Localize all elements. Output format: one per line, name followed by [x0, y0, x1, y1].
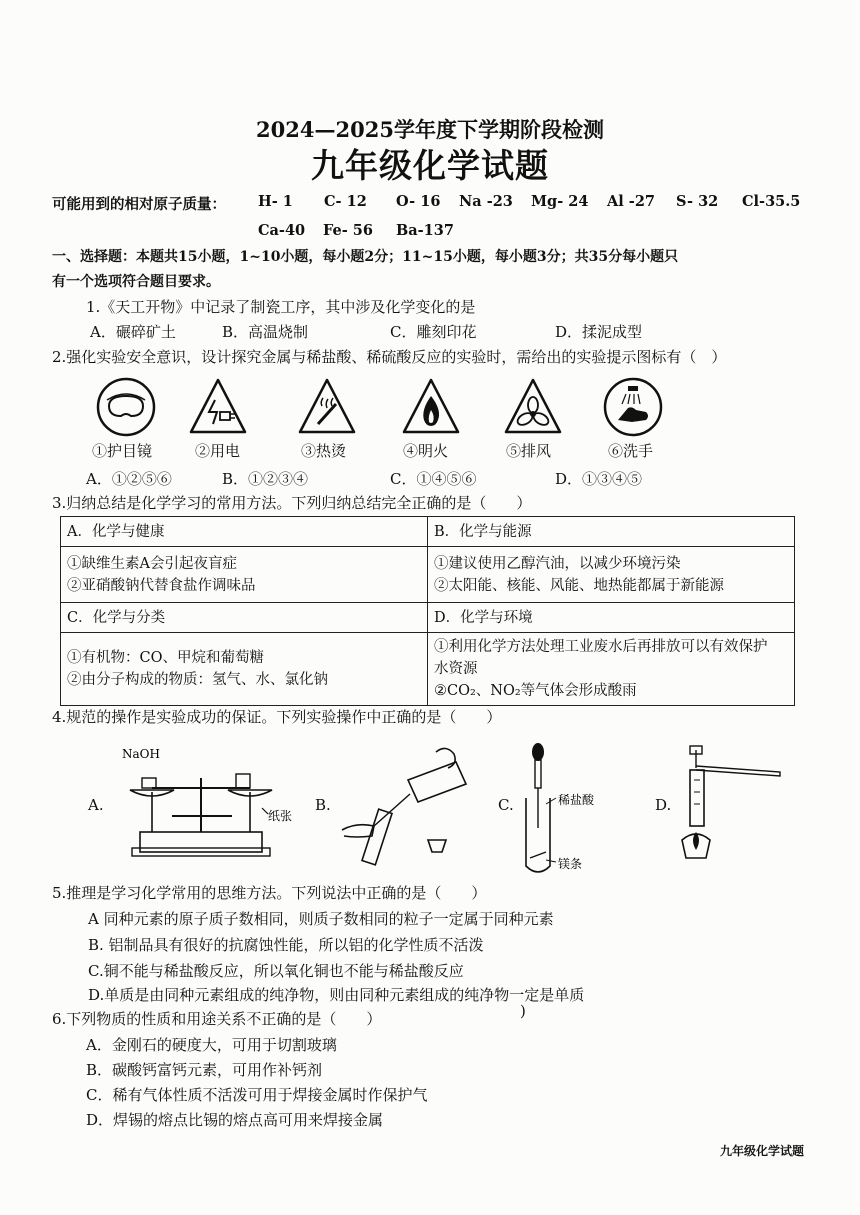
- q4-option-c-letter: C.: [498, 796, 514, 814]
- question-4-stem: 4.规范的操作是实验成功的保证。下列实验操作中正确的是（ ）: [52, 708, 502, 726]
- icon-label-goggles: ①护目镜: [92, 442, 153, 460]
- ventilation-fan-icon: [502, 376, 564, 438]
- q2-option-a: A．①②⑤⑥: [86, 470, 172, 488]
- q3-a-body: [61, 547, 428, 603]
- naoh-label: NaOH: [122, 748, 160, 761]
- q2-option-c: C．①④⑤⑥: [390, 470, 477, 488]
- q6-option-a: A．金刚石的硬度大，可用于切割玻璃: [86, 1036, 337, 1054]
- q3-b-header: B．化学与能源: [428, 517, 795, 547]
- atomic-mass-item: Al -27: [607, 193, 656, 210]
- atomic-mass-item: C- 12: [324, 193, 367, 210]
- balance-scale-figure: [112, 748, 292, 860]
- q3-a-item: ①缺维生素A会引起夜盲症: [67, 555, 237, 572]
- icon-label-wash: ⑥洗手: [608, 442, 654, 460]
- q3-d-item: 水资源: [434, 661, 478, 677]
- page-footer: 九年级化学试题: [719, 1144, 804, 1158]
- q3-c-item: ②由分子构成的物质：氢气、水、氯化钠: [67, 672, 328, 688]
- q5-option-b: B. 铝制品具有很好的抗腐蚀性能，所以铝的化学性质不活泼: [88, 936, 484, 954]
- hcl-label: 稀盐酸: [558, 793, 595, 807]
- atomic-mass-item: H- 1: [258, 193, 293, 210]
- icon-label-hot: ③热烫: [301, 442, 347, 460]
- q4-option-a-letter: A.: [88, 796, 104, 814]
- question-6-stem: 6.下列物质的性质和用途关系不正确的是（ ）: [52, 1010, 382, 1028]
- question-5-stem: 5.推理是学习化学常用的思维方法。下列说法中正确的是（ ）: [52, 884, 487, 902]
- q6-option-b: B．碳酸钙富钙元素，可用作补钙剂: [86, 1061, 323, 1079]
- q5-option-d: D.单质是由同种元素组成的纯净物，则由同种元素组成的纯净物一定是单质: [88, 986, 585, 1004]
- exam-subject-title: 九年级化学试题: [311, 146, 549, 185]
- question-2-stem: 2.强化实验安全意识，设计探究金属与稀盐酸、稀硫酸反应的实验时，需给出的实验提示图标有（ ）: [52, 348, 727, 366]
- dropper-test-tube-figure: [516, 738, 616, 878]
- q1-option-a: A．碾碎矿土: [90, 323, 176, 341]
- q3-summary-table: [60, 516, 795, 706]
- q3-d-item: ①利用化学方法处理工业废水后再排放可以有效保护: [434, 639, 768, 655]
- electricity-icon: [187, 376, 249, 438]
- q3-b-body: [428, 547, 795, 603]
- q3-b-item: ①建议使用乙醇汽油，以减少环境污染: [434, 555, 681, 572]
- q5-option-c: C.铜不能与稀盐酸反应，所以氧化铜也不能与稀盐酸反应: [88, 962, 464, 980]
- q3-d-header: D．化学与环境: [428, 603, 795, 633]
- section-heading: 一、选择题：本题共15小题，1~10小题，每小题2分；11~15小题，每小题3分；共35分每小题只: [52, 249, 679, 265]
- icon-label-ventilation: ⑤排风: [506, 442, 552, 460]
- wash-hands-icon: [602, 376, 664, 438]
- q4-option-b-letter: B.: [315, 796, 331, 814]
- q3-d-item: ②CO₂、NO₂等气体会形成酸雨: [434, 683, 637, 699]
- heating-setup-figure: [676, 740, 786, 870]
- atomic-mass-item: Mg- 24: [531, 193, 589, 210]
- q1-option-d: D．揉泥成型: [555, 323, 643, 341]
- q3-c-header: C．化学与分类: [61, 603, 428, 633]
- mg-label: 镁条: [558, 857, 583, 871]
- hot-surface-icon: [296, 376, 358, 438]
- q3-a-header: A．化学与健康: [61, 517, 428, 547]
- stray-bracket-mark: ): [520, 1002, 526, 1020]
- q3-a-item: ②亚硝酸钠代替食盐作调味品: [67, 577, 256, 594]
- atomic-mass-item: Ba-137: [396, 222, 454, 239]
- q3-b-item: ②太阳能、核能、风能、地热能都属于新能源: [434, 577, 724, 594]
- q1-option-b: B．高温烧制: [222, 323, 309, 341]
- atomic-mass-item: O- 16: [396, 193, 441, 210]
- atomic-mass-item: Fe- 56: [323, 222, 373, 239]
- q1-option-c: C．雕刻印花: [390, 323, 477, 341]
- icon-label-electricity: ②用电: [195, 442, 241, 460]
- q2-option-b: B．①②③④: [222, 470, 309, 488]
- exam-period-title: 2024—2025学年度下学期阶段检测: [256, 117, 604, 142]
- question-1-stem: 1.《天工开物》中记录了制瓷工序，其中涉及化学变化的是: [86, 298, 476, 316]
- paper-label: 纸张: [268, 809, 292, 823]
- atomic-mass-item: Ca-40: [258, 222, 306, 239]
- open-flame-icon: [400, 376, 462, 438]
- q5-option-a: A 同种元素的原子质子数相同，则质子数相同的粒子一定属于同种元素: [88, 910, 554, 928]
- atomic-mass-item: Cl-35.5: [742, 193, 801, 210]
- question-3-stem: 3.归纳总结是化学学习的常用方法。下列归纳总结完全正确的是（ ）: [52, 494, 532, 512]
- q6-option-c: C．稀有气体性质不活泼可用于焊接金属时作保护气: [86, 1086, 428, 1104]
- pouring-liquid-figure: [336, 744, 476, 868]
- goggles-icon: [95, 376, 157, 438]
- atomic-mass-item: Na -23: [459, 193, 513, 210]
- q2-option-d: D．①③④⑤: [555, 470, 643, 488]
- q3-d-body: [428, 633, 795, 706]
- section-heading-cont: 有一个选项符合题目要求。: [52, 274, 220, 290]
- q3-c-item: ①有机物：CO、甲烷和葡萄糖: [67, 650, 264, 666]
- q4-option-d-letter: D.: [655, 796, 672, 814]
- q6-option-d: D．焊锡的熔点比锡的熔点高可用来焊接金属: [86, 1111, 384, 1129]
- q3-c-body: [61, 633, 428, 706]
- icon-label-flame: ④明火: [403, 442, 449, 460]
- atomic-mass-label: 可能用到的相对原子质量：: [52, 196, 226, 213]
- atomic-mass-item: S- 32: [676, 193, 719, 210]
